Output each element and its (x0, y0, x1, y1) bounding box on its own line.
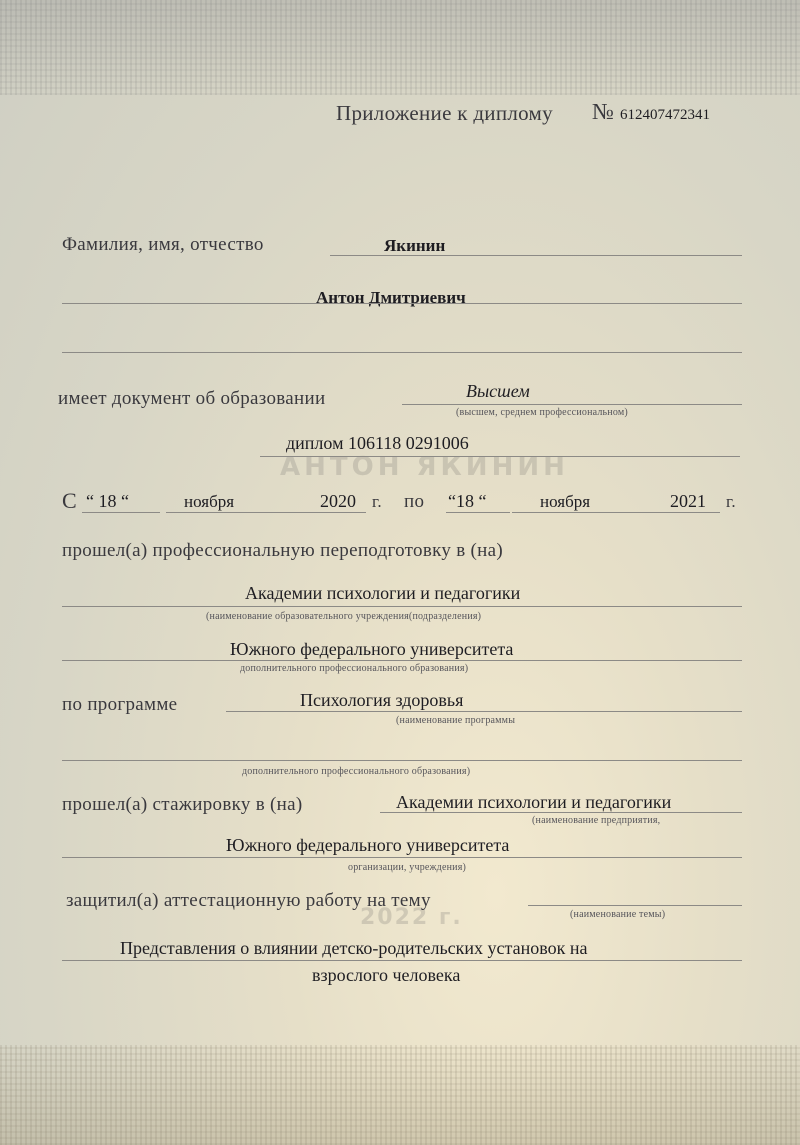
number-sign: № (592, 99, 615, 124)
period-year-abbr-1: г. (372, 492, 382, 511)
diploma-line (260, 456, 740, 457)
thesis-topic-line1: Представления о влиянии детско-родительских установок на (120, 938, 588, 958)
period-from-day: “ 18 “ (86, 491, 129, 511)
fio-surname: Якинин (384, 236, 446, 255)
period-year-abbr-2: г. (726, 492, 736, 511)
education-level-caption: (высшем, среднем профессиональном) (456, 407, 628, 418)
program-caption2: дополнительного профессионального образования) (242, 766, 471, 777)
retraining-caption2: дополнительного профессионального образования) (240, 663, 469, 674)
program-value: Психология здоровья (300, 690, 464, 710)
top-security-pattern (0, 0, 800, 95)
program-caption1: (наименование программы (396, 715, 516, 726)
period-from-year: 2020 (320, 491, 356, 511)
diploma-series-number: диплом 106118 0291006 (286, 433, 469, 453)
internship-org-line1: Академии психологии и педагогики (396, 792, 672, 812)
diploma-number: 612407472341 (620, 107, 710, 123)
internship-label: прошел(а) стажировку в (на) (62, 794, 303, 815)
education-level: Высшем (466, 381, 530, 401)
period-to-year: 2021 (670, 491, 706, 511)
retraining-org-line1: Академии психологии и педагогики (245, 583, 521, 603)
internship-line-1 (380, 812, 742, 813)
period-to-month: ноября (540, 492, 591, 511)
period-from-prefix: С (62, 488, 77, 513)
period-line-from-day (82, 512, 160, 513)
education-label: имеет документ об образовании (58, 388, 326, 409)
education-line (402, 404, 742, 405)
name-watermark: АНТОН ЯКИНИН (280, 452, 569, 482)
thesis-line-1 (62, 960, 742, 961)
thesis-label: защитил(а) аттестационную работу на тему (66, 890, 431, 911)
fio-line-2 (62, 303, 742, 304)
thesis-caption: (наименование темы) (570, 909, 666, 920)
fio-name: Антон Дмитриевич (316, 288, 466, 307)
program-label: по программе (62, 694, 178, 715)
program-line-2 (62, 760, 742, 761)
period-line-to-month (512, 512, 720, 513)
retraining-org-line2: Южного федерального университета (230, 639, 514, 659)
year-watermark: 2022 г. (360, 905, 463, 930)
retraining-line-2 (62, 660, 742, 661)
internship-caption2: организации, учреждения) (348, 862, 467, 873)
retraining-label: прошел(а) профессиональную переподготовку в (на) (62, 540, 503, 561)
fio-line-1 (330, 255, 742, 256)
header-title: Приложение к диплому (336, 101, 553, 125)
program-line-1 (226, 711, 742, 712)
fio-label: Фамилия, имя, отчество (62, 234, 264, 255)
period-to-day: “18 “ (448, 491, 487, 511)
internship-org-line2: Южного федерального университета (226, 835, 510, 855)
retraining-caption1: (наименование образовательного учреждения(подразделения) (206, 611, 482, 622)
retraining-line-1 (62, 606, 742, 607)
period-to-label: по (404, 491, 425, 512)
thesis-line-0 (528, 905, 742, 906)
fio-line-3 (62, 352, 742, 353)
period-line-to-day (446, 512, 510, 513)
internship-caption1: (наименование предприятия, (532, 815, 661, 826)
period-line-from-month (166, 512, 366, 513)
thesis-topic-line2: взрослого человека (312, 965, 461, 985)
internship-line-2 (62, 857, 742, 858)
bottom-security-pattern (0, 1045, 800, 1145)
period-from-month: ноября (184, 492, 235, 511)
